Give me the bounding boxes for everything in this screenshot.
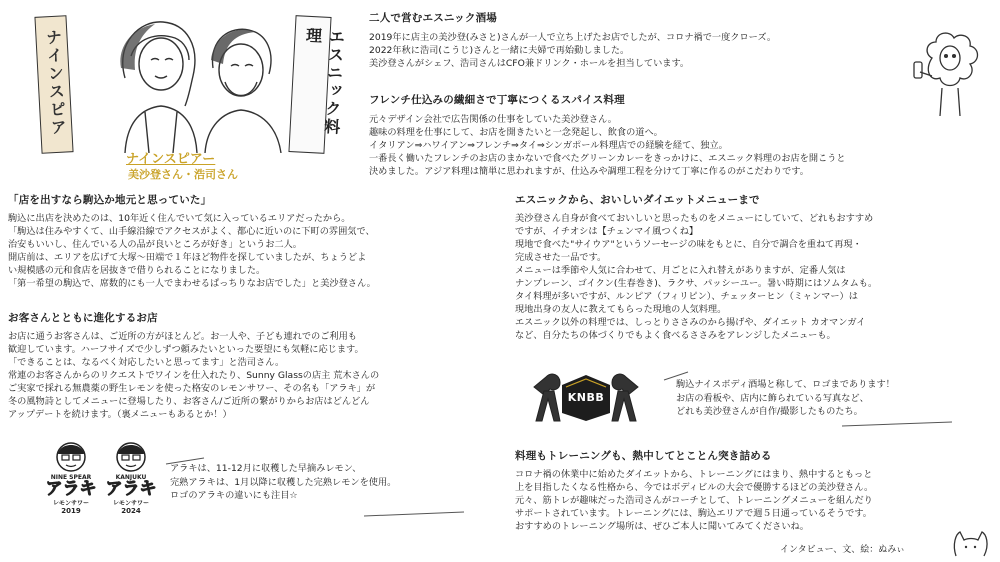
badge-2024-year: 2024	[121, 507, 141, 515]
menu-line: 美沙登さん自身が食べておいしいと思ったものをメニューにしていて、どれもおすすめ	[515, 213, 874, 224]
menu-line: タイ料理が多いですが、ルンピア（フィリピン）、チェッターヒン（ミャンマー）は	[515, 291, 858, 302]
section-training-title: 料理もトレーニングも、熱中してとことん突き詰める	[515, 450, 772, 462]
section-customers-title: お客さんとともに進化するお店	[8, 312, 158, 324]
customers-line: ご実家で採れる無農薬の野生レモンを使った格安のレモンサワー、その名も「アラキ」が	[8, 383, 376, 394]
badge-2019-main: アラキ	[45, 479, 97, 499]
customers-line: 「できることは、なるべく対応したいと思ってます」と浩司さん。	[8, 357, 285, 368]
araki-badge-2024	[100, 440, 162, 522]
komagome-line: 「駒込は住みやすくて、山手線沿線でアクセスがよく、都心に近いのに下町の雰囲気で、	[8, 226, 375, 237]
credit: インタビュー、文、絵：ぬみぃ	[780, 545, 906, 555]
french-line: 決めました。アジア料理は簡単に思われますが、仕込みや調理工程を分けて丁寧に作るのがこだわりです。	[369, 166, 809, 177]
knbb-logo-text: KNBB	[567, 391, 605, 404]
caption-bracket	[662, 370, 972, 430]
caption-bracket	[164, 456, 494, 522]
section-komagome	[8, 192, 488, 290]
intro-line: 2022年秋に浩司(こうじ)さんと一緒に夫婦で再始動しました。	[369, 45, 630, 56]
badge-2024-main: アラキ	[105, 479, 157, 499]
section-menu	[515, 192, 990, 342]
section-french	[369, 92, 969, 178]
sign-right-text: エスニック料理	[303, 26, 346, 137]
menu-line: 現地で食べた"サイウア"というソーセージの味をもとに、自分で調合を重ねて再現・	[515, 239, 862, 250]
komagome-line: 開店前は、エリアを広げて大塚〜田端で１年ほど物件を探していましたが、ちょうどよ	[8, 252, 367, 263]
knbb-line: どれも美沙登さんが自作/撮影したものたち。	[676, 406, 863, 417]
customers-line: 冬の風物詩としてメニューに登場したり、お客さん/ご近所の繋がりからお店はどんどん	[8, 396, 370, 407]
menu-line: メニューは季節や人気に合わせて、月ごとに入れ替えがありますが、定番人気は	[515, 265, 846, 276]
french-line: 一番長く働いたフレンチのお店のまかないで食べたグリーンカレーをきっかけに、エスニック料理のお店を開こうと	[369, 153, 846, 164]
knbb-line: 駒込ナイスボディ酒場と称して、ロゴまであります！	[676, 379, 895, 390]
menu-line: 現地出身の友人に教えてもらった現地の人気料理。	[515, 304, 727, 315]
section-intro	[369, 10, 949, 70]
section-komagome-title: 「店を出すなら駒込か地元と思っていた」	[8, 194, 212, 206]
sign-left	[34, 15, 73, 153]
section-training	[515, 448, 990, 533]
araki-caption	[170, 462, 490, 503]
menu-line: ですが、イチオシは【チェンマイ風つくね】	[515, 226, 699, 237]
knbb-caption	[676, 378, 976, 419]
french-line: 趣味の料理を仕事にして、お店を開きたいと一念発起し、飲食の道へ。	[369, 127, 663, 138]
komagome-line: 治安もいいし、住んでいる人の品が良いところが好き」というお二人。	[8, 239, 302, 250]
section-french-title: フレンチ仕込みの繊細さで丁寧につくるスパイス料理	[369, 94, 625, 106]
araki-badge-2019	[40, 440, 102, 522]
komagome-line: 駒込に出店を決めたのは、10年近く住んでいて気に入っているエリアだったから。	[8, 213, 351, 224]
customers-line: 常連のお客さんからのリクエストでワインを仕入れたり、Sunny Glassの店主 荒木さんの	[8, 370, 380, 381]
cat-doodle-icon	[950, 530, 990, 558]
section-menu-title: エスニックから、おいしいダイエットメニューまで	[515, 194, 760, 206]
badge-2024-top: KANJUKU	[115, 474, 147, 481]
intro-line: 2019年に店主の美沙登(みさと)さんが一人で立ち上げたお店でしたが、コロナ禍で一度クローズ。	[369, 32, 777, 43]
face-icon	[54, 440, 88, 474]
french-line: 元々デザイン会社で広告関係の仕事をしていた美沙登さん。	[369, 114, 617, 125]
face-icon	[114, 440, 148, 474]
sign-left-text: ナインスピア	[43, 28, 68, 138]
owners-names: 美沙登さん・浩司さん	[128, 168, 238, 181]
komagome-line: 「第一希望の駒込で、席数的にも一人でまわせるぱっちりなお店でした」と美沙登さん。	[8, 278, 376, 289]
owners-portrait	[85, 8, 285, 153]
araki-line: ロゴのアラキの違いにも注目☆	[170, 490, 298, 501]
header-illustration	[30, 8, 350, 183]
araki-line: アラキは、11-12月に収穫した早摘みレモン、	[170, 463, 362, 474]
customers-line: アップデートを続けます。（裏メニューもあるとか！）	[8, 409, 232, 420]
badge-2019-year: 2019	[61, 507, 81, 515]
intro-line: 美沙登さんがシェフ、浩司さんはCFO兼ドリンク・ホールを担当しています。	[369, 58, 690, 69]
sign-right	[288, 15, 346, 154]
training-line: サポートされています。トレーニングには、駒込エリアで週５日通っているそうです。	[515, 508, 872, 519]
training-line: 上を目指したくなる性格から、今ではボディビルの大会で優勝するほどの美沙登さん。	[515, 482, 874, 493]
badge-2019-sub: レモンサワー	[52, 500, 89, 507]
menu-line: エスニック以外の料理では、しっとりささみのから揚げや、ダイエット カオマンガイ	[515, 317, 866, 328]
training-line: おすすめのトレーニング場所は、ぜひご本人に聞いてみてくださいね。	[515, 521, 809, 532]
training-line: 元々、筋トレが趣味だった浩司さんがコーチとして、トレーニングメニューを組んだり	[515, 495, 873, 506]
shop-name: ナインスピアー	[126, 152, 216, 167]
customers-line: 歓迎しています。ハーフサイズで少しずつ頼みたいといった要望にも気軽に応じます。	[8, 344, 364, 355]
araki-line: 完熟アラキは、1月以降に収穫した完熟レモンを使用。	[170, 476, 397, 488]
section-customers	[8, 310, 488, 421]
french-line: イタリアン⇒ハワイアン⇒フレンチ⇒タイ⇒シンガポール料理店での経験を経て、独立。	[369, 140, 728, 151]
komagome-line: い規模感の元和食店を居抜きで借りられることになりました。	[8, 265, 266, 276]
badge-2024-sub: レモンサワー	[112, 500, 149, 507]
customers-line: お店に通うお客さんは、ご近所の方がほとんど。お一人や、子ども連れでのご利用も	[8, 331, 357, 342]
menu-line: 完成させた一品です。	[515, 252, 607, 263]
menu-line: など、自分たちの体づくりでもよく食べるささみをアレンジしたメニューも。	[515, 330, 836, 341]
knbb-line: お店の看板や、店内に飾られている写真など、	[676, 392, 869, 404]
training-line: コロナ禍の休業中に始めたダイエットから、トレーニングにはまり、熱中するともっと	[515, 469, 873, 480]
menu-line: ナンプレーン、ゴイクン(生春巻き)、ラクサ、パッシーユー。暑い時期にはソムタムも。	[515, 278, 878, 289]
badge-2019-top: NINE SPEAR	[50, 474, 92, 481]
section-intro-title: 二人で営むエスニック酒場	[369, 12, 497, 24]
knbb-logo	[526, 367, 646, 429]
